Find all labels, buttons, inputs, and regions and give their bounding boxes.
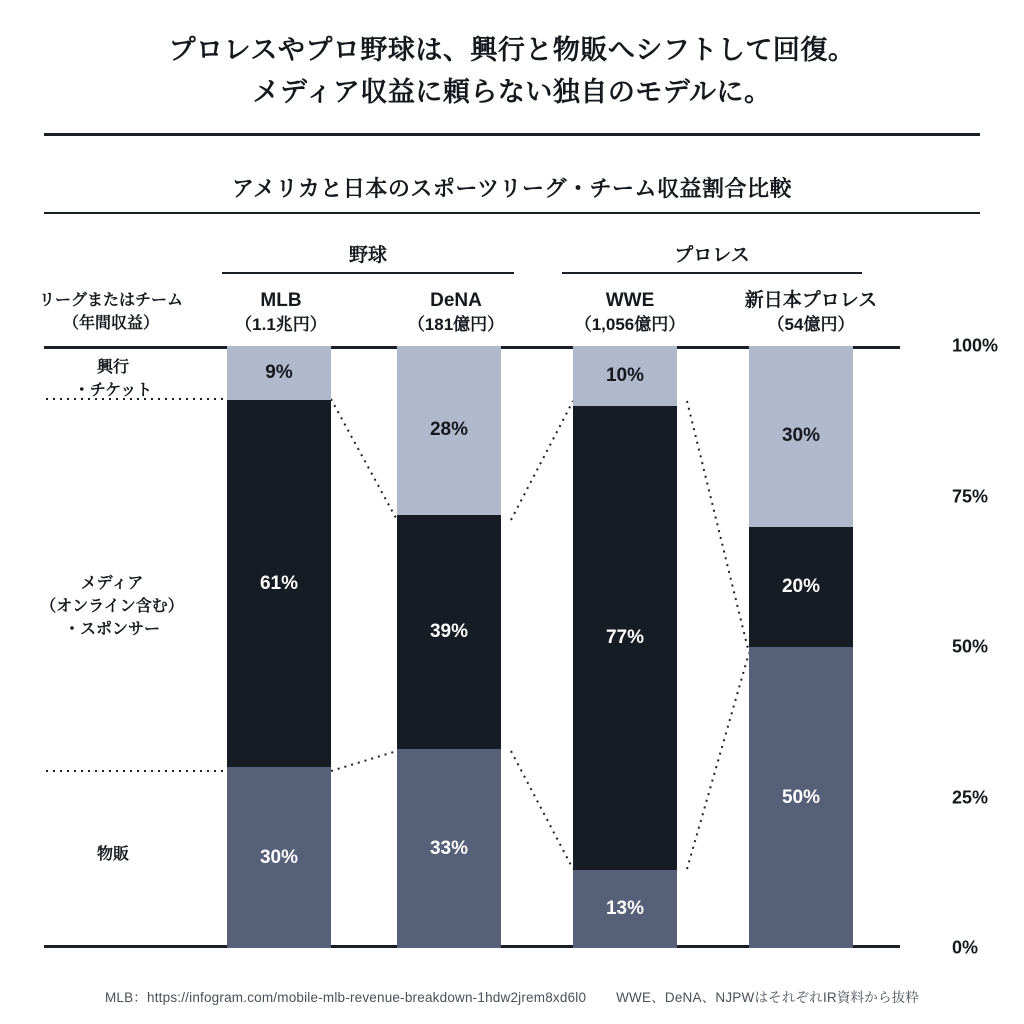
column-header-mlb-name: MLB: [260, 290, 302, 311]
column-header-njpw-name: 新日本プロレス: [744, 290, 878, 311]
bar-dena-segment-media: 39%: [397, 515, 501, 750]
bar-wwe-segment-merch: 13%: [573, 870, 677, 948]
footnote-source-other: WWE、DeNA、NJPWはそれぞれIR資料から抜粋: [616, 990, 920, 1005]
bar-njpw-segment-media: 20%: [749, 527, 853, 647]
category-label-gate-line-2: ・チケット: [73, 382, 153, 400]
column-header-dena: [381, 288, 531, 337]
row-axis-title-line-2: （年間収益）: [62, 315, 159, 333]
column-header-dena-revenue: （181億円）: [407, 314, 505, 334]
bar-mlb-segment-gate: 9%: [227, 346, 331, 400]
bar-wwe-segment-media: 77%: [573, 406, 677, 870]
chart-subtitle: アメリカと日本のスポーツリーグ・チーム収益割合比較: [231, 176, 793, 201]
row-axis-title-line-1: リーグまたはチーム: [38, 292, 183, 309]
plot-area: [44, 335, 999, 958]
y-tick-100: 100%: [952, 335, 999, 356]
bar-mlb-segment-merch: 30%: [227, 767, 331, 948]
group-label-baseball: 野球: [348, 245, 387, 266]
bar-dena-segment-gate: 28%: [397, 346, 501, 515]
bar-dena-segment-merch: 33%: [397, 749, 501, 948]
column-header-mlb: [206, 288, 356, 337]
bar-wwe-segment-gate: 10%: [573, 346, 677, 406]
column-header-wwe-revenue: （1,056億円）: [574, 314, 686, 334]
bar-njpw-segment-merch: 50%: [749, 647, 853, 948]
page-headline: [0, 30, 1024, 114]
divider-subtitle: [44, 212, 980, 214]
column-header-wwe-name: WWE: [605, 290, 655, 311]
divider-top: [44, 133, 980, 136]
column-header-njpw-revenue: （54億円）: [767, 314, 855, 334]
category-label-merch-line-1: 物販: [96, 846, 129, 863]
column-header-wwe: [555, 288, 705, 337]
row-axis-title: [8, 289, 214, 335]
footnote: [0, 986, 1024, 1006]
column-header-dena-name: DeNA: [430, 290, 482, 311]
bar-mlb-segment-media: 61%: [227, 400, 331, 767]
y-tick-25: 25%: [952, 787, 989, 807]
footnote-source-mlb: MLB：https://infogram.com/mobile-mlb-revenue-breakdown-1hdw2jrem8xd6l0: [104, 990, 587, 1005]
group-rule-prowrestling: [562, 272, 862, 274]
headline-line-1: プロレスやプロ野球は、興行と物販へシフトして回復。: [168, 35, 856, 65]
y-tick-75: 75%: [952, 486, 989, 506]
category-label-media-line-3: ・スポンサー: [63, 621, 160, 639]
column-header-njpw: [716, 288, 906, 337]
bar-mlb[interactable]: [227, 346, 331, 948]
bar-njpw-segment-gate: 30%: [749, 346, 853, 527]
y-tick-0: 0%: [952, 937, 979, 958]
category-label-media-line-2: （オンライン含む）: [40, 598, 184, 616]
column-header-mlb-revenue: （1.1兆円）: [235, 314, 327, 334]
category-label-media-line-1: メディア: [80, 575, 144, 592]
category-label-gate-line-1: 興行: [96, 359, 129, 376]
bar-njpw[interactable]: [749, 346, 853, 948]
group-rule-baseball: [222, 272, 514, 274]
bar-wwe[interactable]: [573, 346, 677, 948]
bar-dena[interactable]: [397, 346, 501, 948]
headline-line-2: メディア収益に頼らない独自のモデルに。: [252, 76, 772, 107]
group-label-prowrestling: プロレス: [674, 245, 750, 266]
y-tick-50: 50%: [952, 636, 989, 657]
